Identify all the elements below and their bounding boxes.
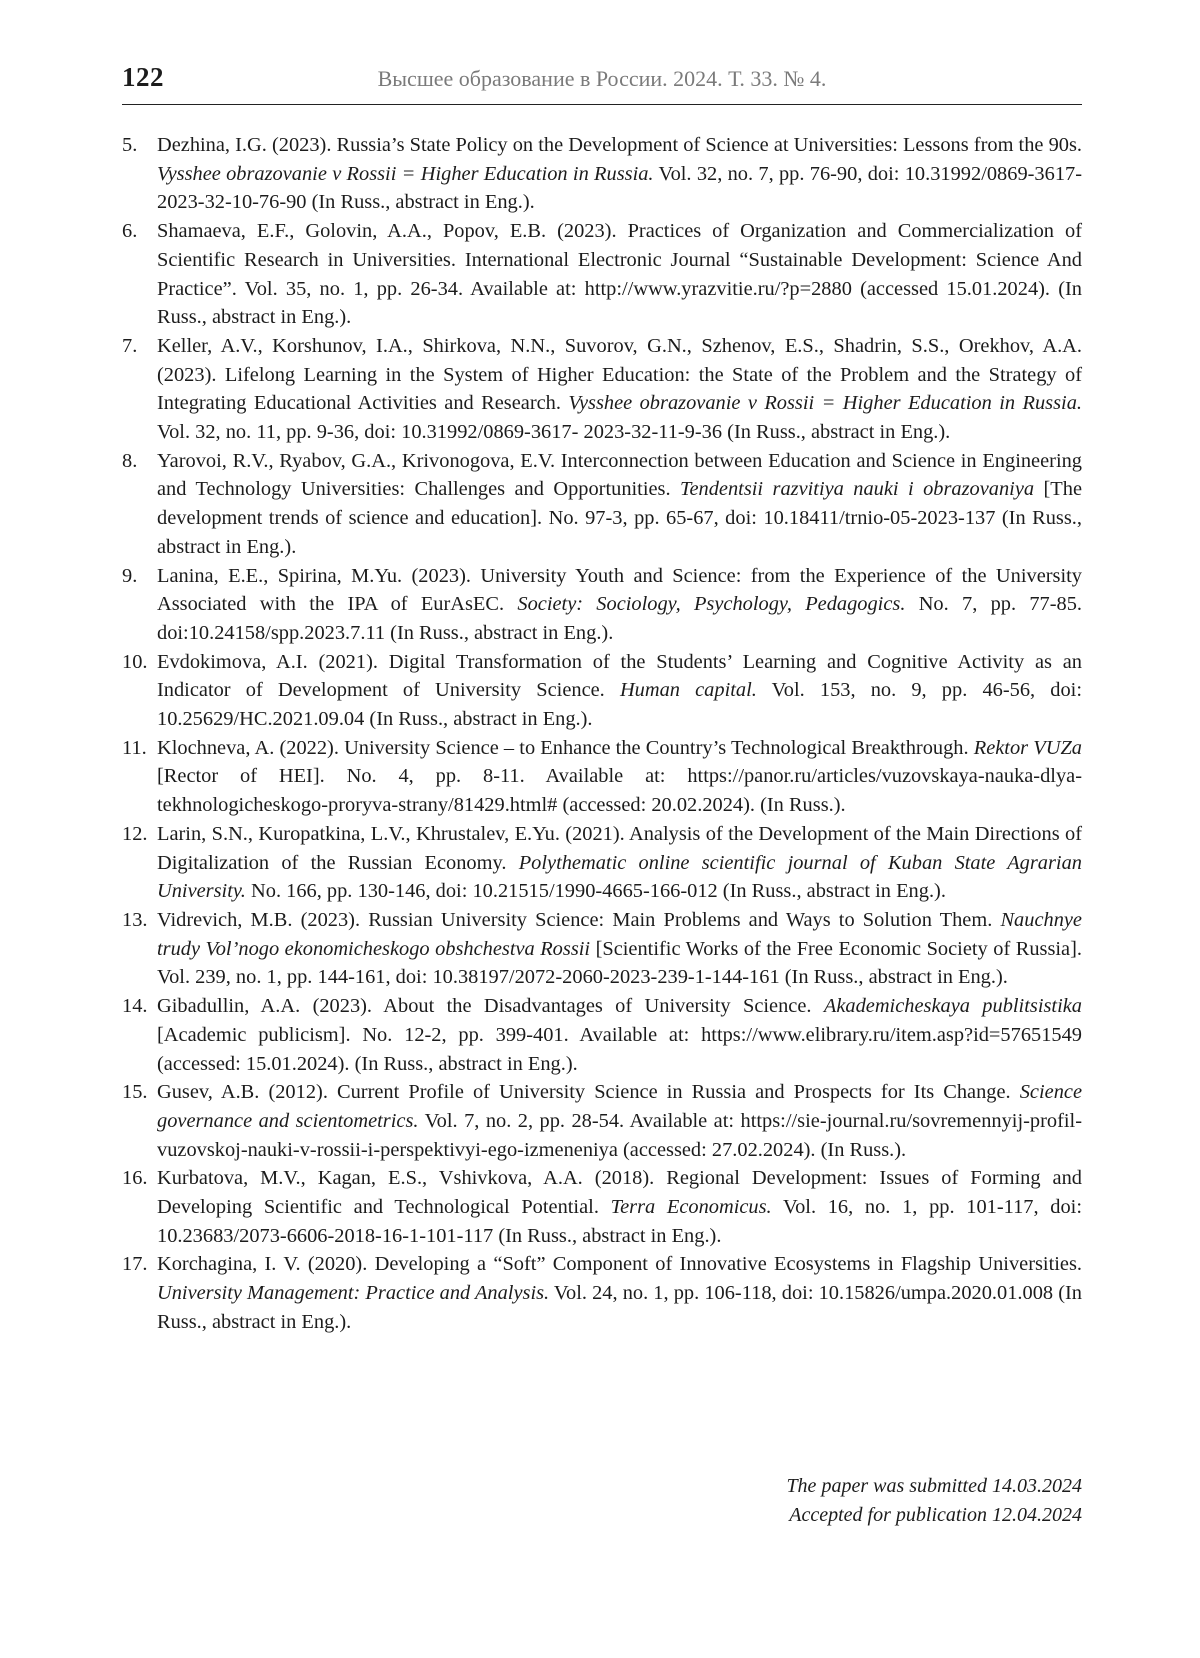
- reference-number: 14.: [122, 995, 148, 1018]
- reference-item: [122, 1250, 1082, 1336]
- reference-item: [122, 447, 1082, 562]
- reference-source: Rektor VUZa: [973, 736, 1082, 759]
- reference-source: Polythematic online scientific journal of Kuban State Agrarian University.: [157, 851, 1082, 903]
- reference-item: [122, 992, 1082, 1078]
- reference-details: [Rector of HEI]. No. 4, pp. 8-11. Available at: https://panor.ru/articles/vuzovskaya-nauka-dlya-tekhnologicheskogo-proryva-strany/81429.html# (accessed: 20.02.2024). (In Russ.).: [157, 765, 1082, 817]
- journal-title: Высшее образование в России. 2024. Т. 33. № 4.: [377, 66, 827, 91]
- reference-source: Terra Economicus.: [610, 1196, 772, 1219]
- reference-item: [122, 562, 1082, 648]
- reference-details: [Scientific Works of the Free Economic Society of Russia]. Vol. 239, no. 1, pp. 144-161, doi: 10.38197/2072-2060-2023-239-1-144-161 (In Russ., abstract in Eng.).: [157, 937, 1082, 989]
- reference-item: [122, 1164, 1082, 1250]
- reference-number: 8.: [122, 449, 138, 472]
- reference-details: Vol. 24, no. 1, pp. 106-118, doi: 10.15826/umpa.2020.01.008 (In Russ., abstract in Eng.).: [157, 1282, 1082, 1333]
- reference-number: 11.: [122, 736, 147, 759]
- reference-text: Gusev, A.B. (2012). Current Profile of University Science in Russia and Prospects for Its Change.: [157, 1081, 1020, 1104]
- reference-item: [122, 332, 1082, 447]
- reference-number: 10.: [122, 650, 148, 673]
- reference-number: 16.: [122, 1167, 148, 1190]
- reference-number: 7.: [122, 334, 138, 357]
- submission-dates: [786, 1472, 1082, 1530]
- reference-source: Society: Sociology, Psychology, Pedagogics.: [517, 593, 906, 616]
- reference-source: Tendentsii razvitiya nauki i obrazovaniya: [680, 478, 1035, 501]
- reference-details: No. 7, pp. 77-85. doi:10.24158/spp.2023.7.11 (In Russ., abstract in Eng.).: [157, 593, 1082, 644]
- reference-source: Vysshee obrazovanie v Rossii = Higher Education in Russia.: [157, 162, 654, 185]
- reference-text: Larin, S.N., Kuropatkina, L.V., Khrustalev, E.Yu. (2021). Analysis of the Development of the Main Directions of Digitalization of the Russian Economy.: [157, 822, 1082, 874]
- accepted-date: Accepted for publication 12.04.2024: [789, 1504, 1082, 1526]
- submitted-date: The paper was submitted 14.03.2024: [786, 1475, 1082, 1497]
- page-number: 122: [122, 62, 164, 92]
- reference-text: Keller, A.V., Korshunov, I.A., Shirkova, N.N., Suvorov, G.N., Szhenov, E.S., Shadrin, S.S., Orekhov, A.A. (2023). Lifelong Learning in the System of Higher Education: the State of the Problem and the Strategy of Integrating Educational Activities and Research.: [157, 334, 1082, 415]
- reference-source: Nauchnye trudy Vol’nogo ekonomicheskogo obshchestva Rossii: [157, 908, 1082, 960]
- reference-text: Vidrevich, M.B. (2023). Russian University Science: Main Problems and Ways to Solution Them.: [157, 908, 1001, 931]
- reference-item: [122, 131, 1082, 217]
- reference-details: No. 166, pp. 130-146, doi: 10.21515/1990-4665-166-012 (In Russ., abstract in Eng.).: [245, 880, 946, 903]
- reference-item: [122, 217, 1082, 332]
- running-header: [122, 62, 1082, 105]
- reference-source: University Management: Practice and Analysis.: [157, 1282, 550, 1305]
- reference-number: 5.: [122, 134, 138, 156]
- reference-item: [122, 734, 1082, 820]
- reference-text: Lanina, E.E., Spirina, M.Yu. (2023). University Youth and Science: from the Experience of the University Associated with the IPA of EurAsEC.: [157, 564, 1082, 616]
- reference-text: Yarovoi, R.V., Ryabov, G.A., Krivonogova, E.V. Interconnection between Education and Science in Engineering and Technology Universities: Challenges and Opportunities.: [157, 449, 1082, 501]
- reference-item: [122, 820, 1082, 906]
- reference-source: Human capital.: [619, 679, 757, 702]
- reference-source: Vysshee obrazovanie v Rossii = Higher Education in Russia.: [568, 392, 1082, 415]
- reference-text: Evdokimova, A.I. (2021). Digital Transformation of the Students’ Learning and Cognitive Activity as an Indicator of Development of University Science.: [157, 650, 1082, 702]
- reference-list: [122, 131, 1082, 1337]
- reference-source: Science governance and scientometrics.: [157, 1081, 1082, 1132]
- reference-number: 13.: [122, 908, 148, 931]
- reference-item: [122, 906, 1082, 992]
- reference-number: 15.: [122, 1081, 148, 1104]
- reference-text: Shamaeva, E.F., Golovin, A.A., Popov, E.B. (2023). Practices of Organization and Commercialization of Scientific Research in Universities. International Electronic Journal “Sustainable Development: Science And Practice”. Vol. 35, no. 1, pp. 26-34. Available at: http://www.yrazvitie.ru/?p=2880 (accessed 15.01.2024). (In Russ., abstract in Eng.).: [157, 220, 1082, 329]
- reference-number: 9.: [122, 564, 138, 587]
- reference-number: 6.: [122, 220, 138, 243]
- reference-number: 17.: [122, 1253, 148, 1276]
- reference-item: [122, 1078, 1082, 1164]
- reference-text: Korchagina, I. V. (2020). Developing a “Soft” Component of Innovative Ecosystems in Flagship Universities.: [157, 1253, 1082, 1276]
- reference-item: [122, 648, 1082, 734]
- reference-number: 12.: [122, 822, 148, 845]
- reference-details: [The development trends of science and education]. No. 97-3, pp. 65-67, doi: 10.18411/trnio-05-2023-137 (In Russ., abstract in Eng.).: [157, 478, 1082, 558]
- reference-details: Vol. 153, no. 9, pp. 46-56, doi: 10.25629/HC.2021.09.04 (In Russ., abstract in Eng.).: [157, 679, 1082, 731]
- reference-text: Gibadullin, A.A. (2023). About the Disadvantages of University Science.: [157, 995, 824, 1018]
- reference-text: Klochneva, A. (2022). University Science – to Enhance the Country’s Technological Breakthrough.: [157, 736, 974, 759]
- reference-details: Vol. 32, no. 7, pp. 76-90, doi: 10.31992/0869-3617-2023-32-10-76-90 (In Russ., abstract in Eng.).: [157, 162, 1082, 214]
- reference-details: [Academic publicism]. No. 12-2, pp. 399-401. Available at: https://www.elibrary.ru/item.asp?id=57651549 (accessed: 15.01.2024). (In Russ., abstract in Eng.).: [157, 1023, 1082, 1075]
- reference-details: Vol. 32, no. 11, pp. 9-36, doi: 10.31992/0869-3617- 2023-32-11-9-36 (In Russ., abstract in Eng.).: [157, 421, 951, 444]
- reference-details: Vol. 16, no. 1, pp. 101-117, doi: 10.23683/2073-6606-2018-16-1-101-117 (In Russ., abstract in Eng.).: [157, 1196, 1082, 1247]
- reference-text: Dezhina, I.G. (2023). Russia’s State Policy on the Development of Science at Universities: Lessons from the 90s.: [157, 134, 1082, 156]
- reference-details: Vol. 7, no. 2, pp. 28-54. Available at: https://sie-journal.ru/sovremennyij-profil-vuzovskoj-nauki-v-rossii-i-perspektivyi-ego-izmeneniya (accessed: 27.02.2024). (In Russ.).: [157, 1109, 1082, 1161]
- reference-source: Akademicheskaya publitsistika: [823, 995, 1082, 1018]
- reference-text: Kurbatova, M.V., Kagan, E.S., Vshivkova, A.A. (2018). Regional Development: Issues of Forming and Developing Scientific and Technological Potential.: [157, 1167, 1082, 1219]
